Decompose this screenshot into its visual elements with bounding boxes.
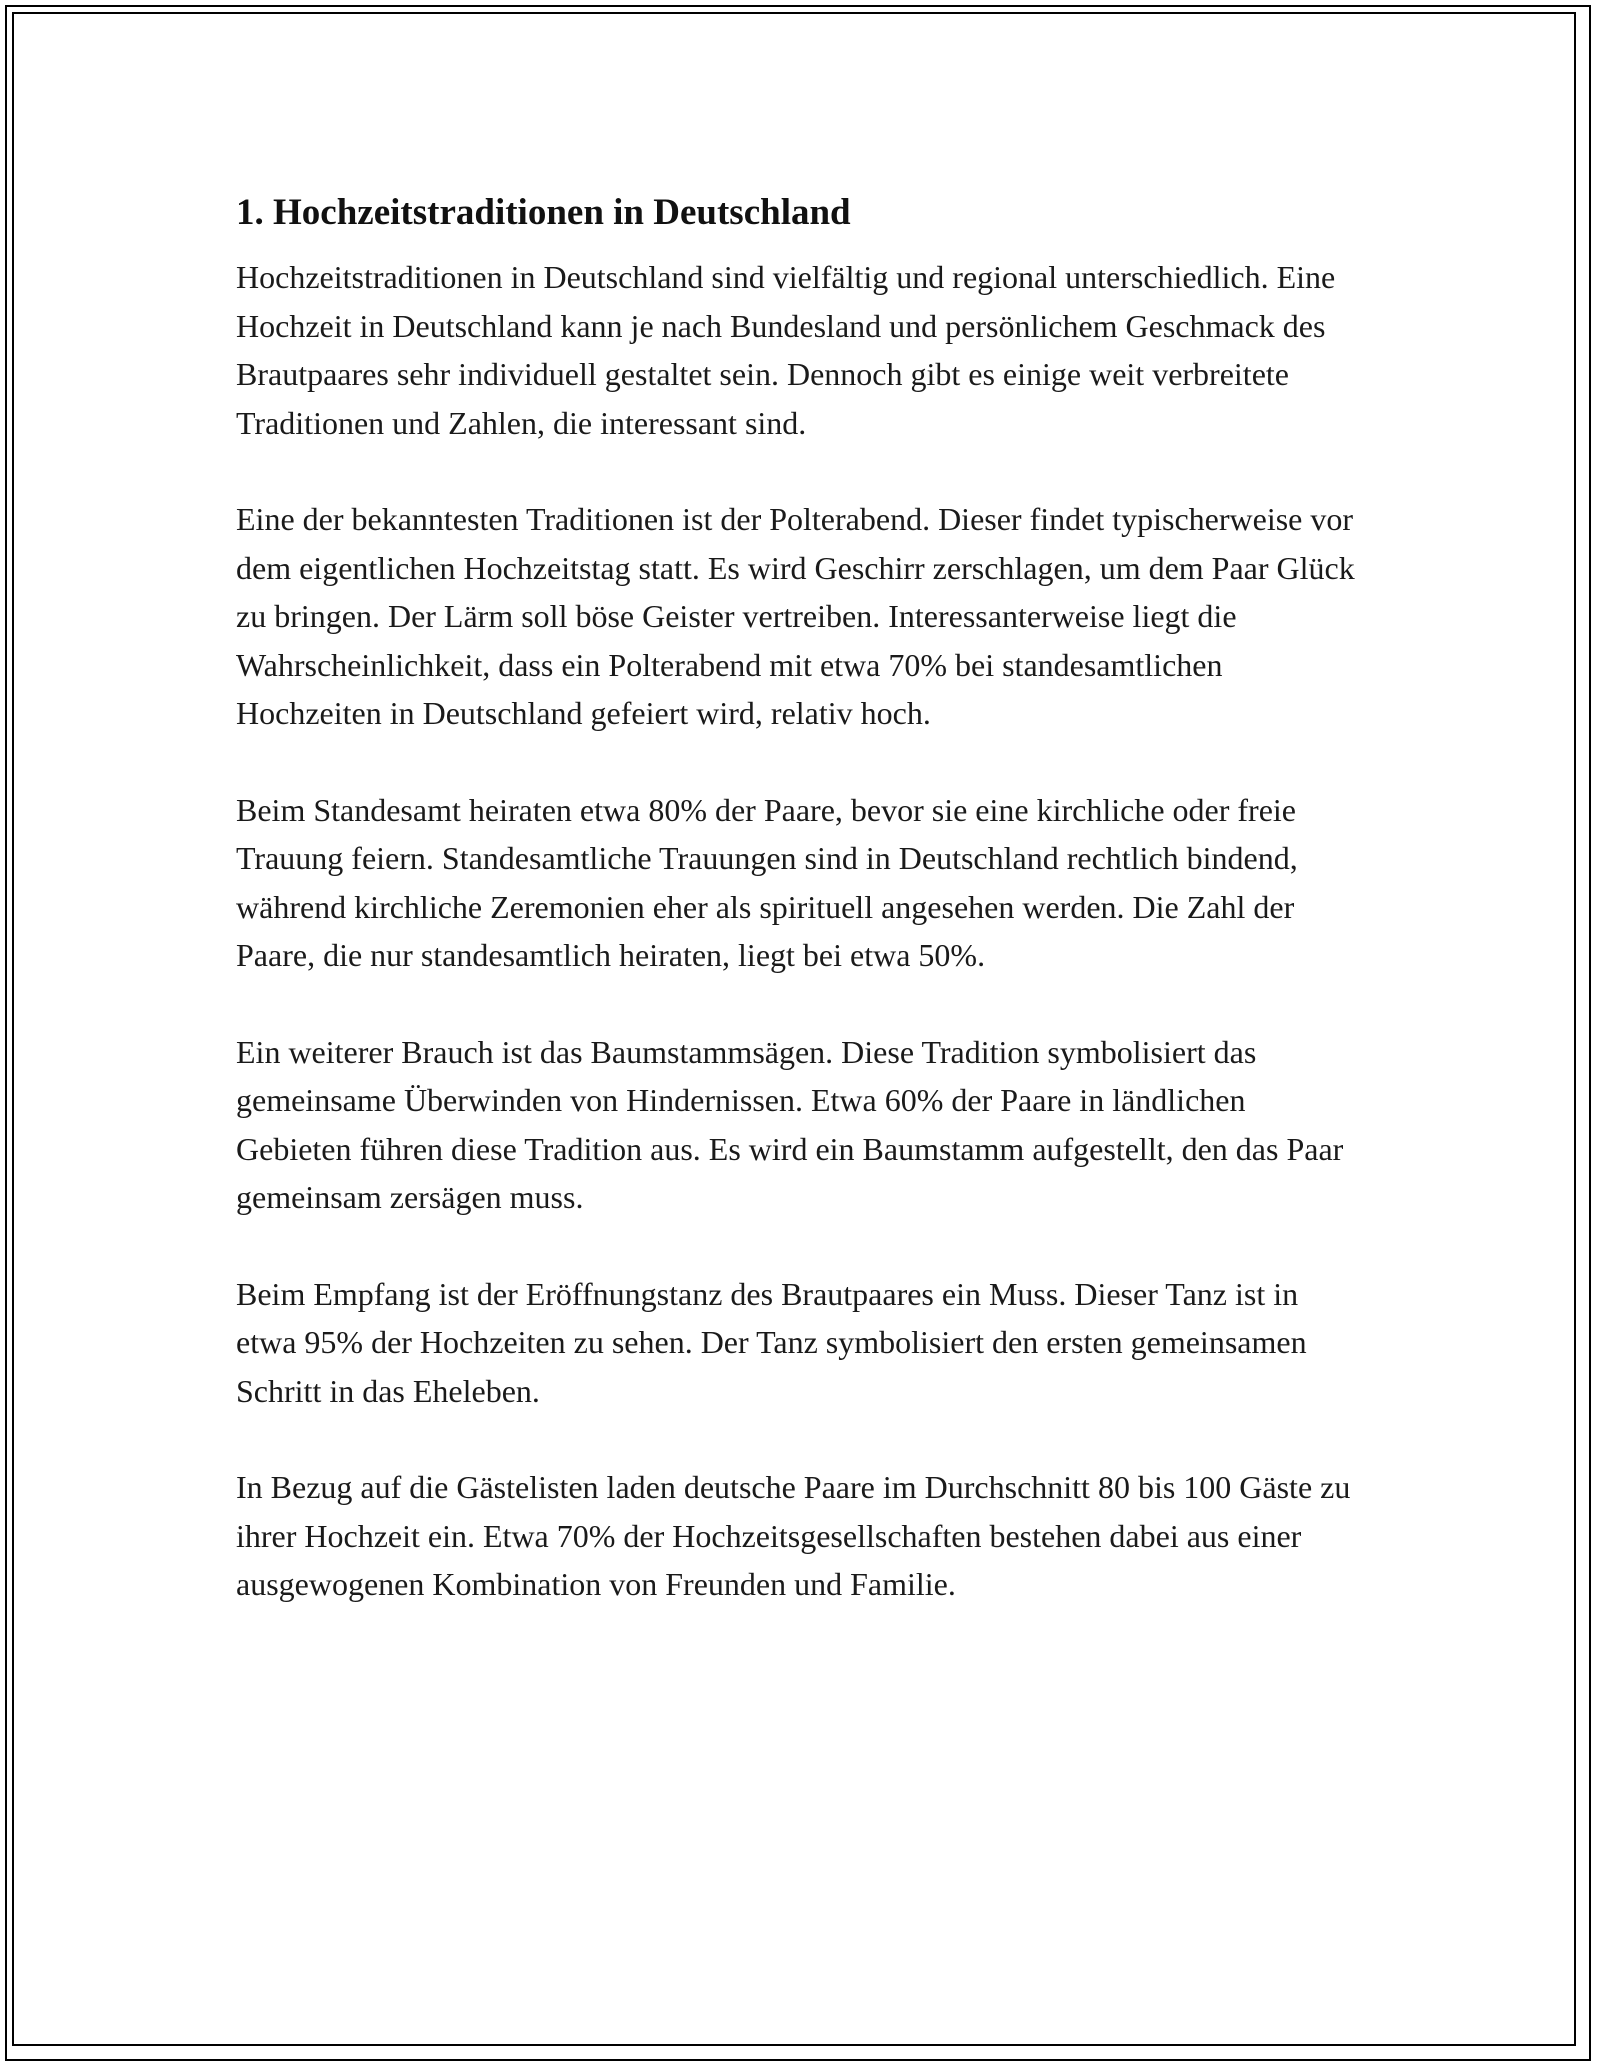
section-heading: 1. Hochzeitstraditionen in Deutschland xyxy=(236,192,851,233)
paragraph-baumstammsaegen: Ein weiterer Brauch ist das Baumstammsägen. Diese Tradition symbolisiert das gemeinsame Überwinden von Hindernissen. Etwa 60% der Paare in ländlichen Gebieten führen diese Tradition aus. Es wird ein Baumstamm aufgestellt, den das Paar gemeinsam zersägen muss. xyxy=(236,1033,1344,1215)
paragraph-polterabend: Eine der bekanntesten Traditionen ist der Polterabend. Dieser findet typischerweise vor dem eigentlichen Hochzeitstag statt. Es wird Geschirr zerschlagen, um dem Paar Glück zu bringen. Der Lärm soll böse Geister vertreiben. Interessanterweise liegt die Wahrscheinlichkeit, dass ein Polterabend mit etwa 70% bei standesamtlichen Hochzeiten in Deutschland gefeiert wird, relativ hoch. xyxy=(236,501,1355,731)
paragraph-standesamt: Beim Standesamt heiraten etwa 80% der Paare, bevor sie eine kirchliche oder freie Trauung feiern. Standesamtliche Trauungen sind in Deutschland rechtlich bindend, während kirchliche Zeremonien eher als spirituell angesehen werden. Die Zahl der Paare, die nur standesamtlich heiraten, liegt bei etwa 50%. xyxy=(236,791,1298,973)
paragraph-eroeffnungstanz: Beim Empfang ist der Eröffnungstanz des Brautpaares ein Muss. Dieser Tanz ist in etwa 95% der Hochzeiten zu sehen. Der Tanz symbolisiert den ersten gemeinsamen Schritt in das Eheleben. xyxy=(236,1275,1307,1409)
paragraph-gaesteliste: In Bezug auf die Gästelisten laden deutsche Paare im Durchschnitt 80 bis 100 Gäste zu ihrer Hochzeit ein. Etwa 70% der Hochzeitsgesellschaften bestehen dabei aus einer ausgewogenen Kombination von Freunden und Familie. xyxy=(236,1469,1351,1602)
document-body xyxy=(236,185,1366,1657)
paragraph-intro: Hochzeitstraditionen in Deutschland sind vielfältig und regional unterschiedlich. Eine Hochzeit in Deutschland kann je nach Bundesland und persönlichem Geschmack des Brautpaares sehr individuell gestaltet sein. Dennoch gibt es einige weit verbreitete Traditionen und Zahlen, die interessant sind. xyxy=(236,259,1336,441)
